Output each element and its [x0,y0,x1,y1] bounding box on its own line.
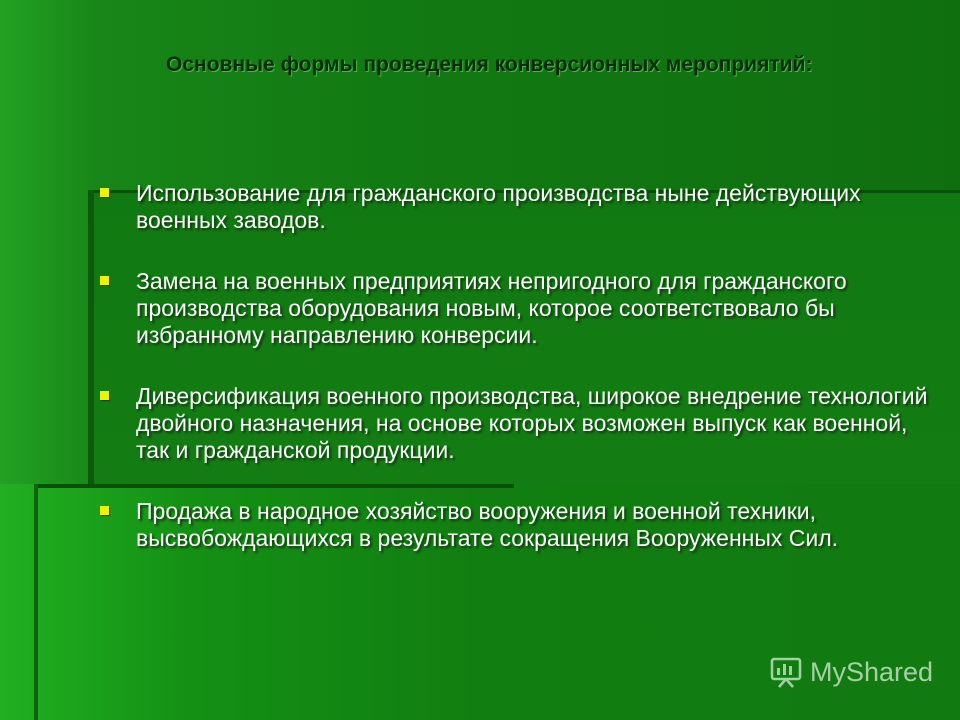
square-bullet-icon [100,391,109,400]
bullet-text: Замена на военных предприятиях непригодного для гражданского производства оборудования новым, которое соответствовало бы избранному направлению конверсии. [136,268,847,348]
bullet-text: Использование для гражданского производства ныне действующих военных заводов. [136,180,861,233]
upper-panel-edge [88,190,94,490]
bullet-list [98,180,928,552]
lower-panel-edge [34,484,38,720]
presentation-board-icon [768,654,804,690]
bullet-item [98,180,928,234]
square-bullet-icon [100,506,109,515]
bullet-item [98,268,928,349]
bullet-item [98,498,928,552]
slide-title: Основные формы проведения конверсионных мероприятий: [166,53,813,76]
bullet-text: Продажа в народное хозяйство вооружения и военной техники, высвобождающихся в результате сокращения Вооруженных Сил. [136,498,839,551]
square-bullet-icon [100,188,109,197]
myshared-watermark [768,654,933,690]
bullet-item [98,383,928,464]
watermark-text: MyShared [810,656,934,687]
square-bullet-icon [100,276,109,285]
bullet-text: Диверсификация военного производства, широкое внедрение технологий двойного назначения, на основе которых возможен выпуск как военной, так и гражданской продукции. [136,383,928,463]
